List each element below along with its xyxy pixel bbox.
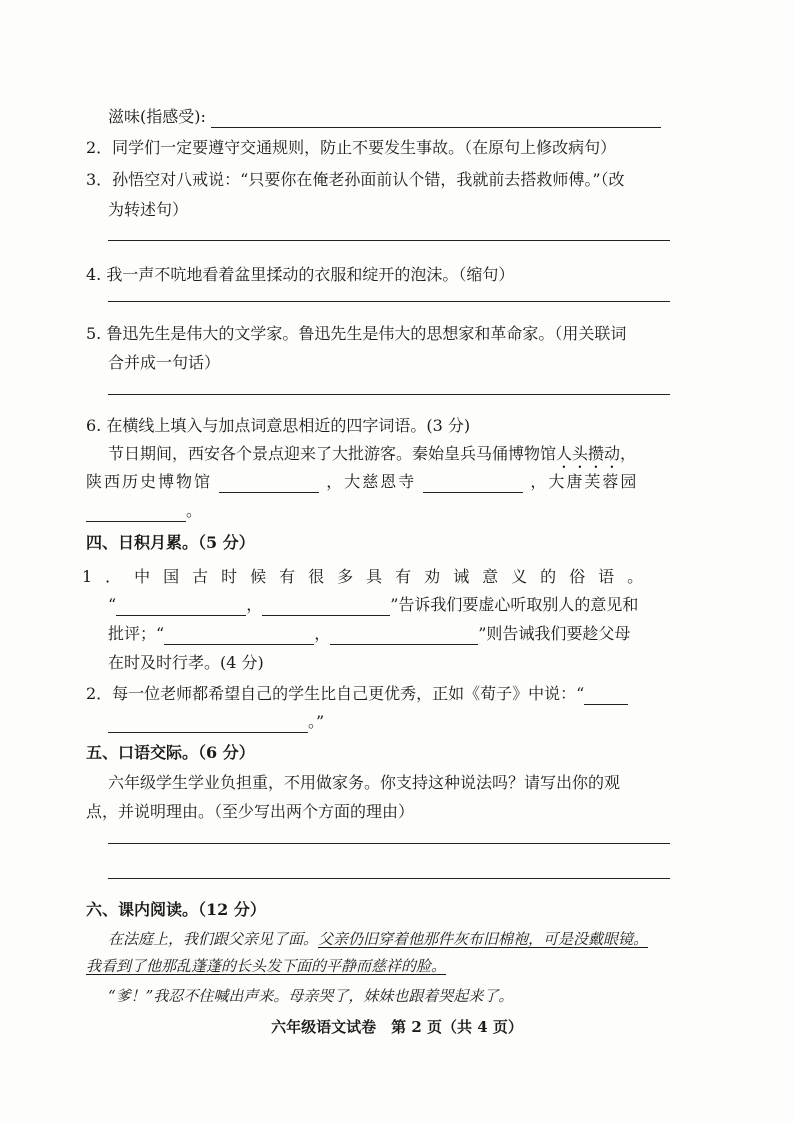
question-2: 2．同学们一定要遵守交通规则，防止不要发生事故。（在原句上修改病句） (86, 138, 617, 157)
q6-text: ，大慈恩寺 (326, 472, 417, 491)
s4-text: 。” (308, 712, 325, 731)
s6-passage-line-2 (86, 955, 676, 977)
s4-q1-line-4: 在时及时行孝。(4 分) (108, 653, 264, 672)
answer-line[interactable] (108, 878, 670, 879)
s4-text: ”则告诫我们要趁父母 (478, 624, 631, 643)
s4-text: ， (246, 595, 263, 614)
answer-blank[interactable] (108, 716, 308, 733)
s4-q1-line-1: 1．中国古时候有很多具有劝诫意义的俗语。 (82, 567, 657, 586)
question-5-line-2: 合并成一句话） (108, 353, 221, 372)
top-line (108, 106, 676, 128)
question-3-line-2: 为转述句） (108, 200, 189, 219)
s4-q2-line-2 (108, 711, 676, 733)
question-6-line-3 (86, 500, 676, 522)
question-4: 4. 我一声不吭地看着盆里揉动的衣服和绽开的泡沫。（缩句） (86, 265, 515, 284)
s6-passage-line-3: “爹！”我忍不住喊出声来。母亲哭了，妹妹也跟着哭起来了。 (108, 987, 514, 1005)
underlined-sentence: 我看到了他那乱蓬蓬的长头发下面的平静而慈祥的脸。 (86, 957, 447, 975)
answer-blank[interactable] (262, 599, 390, 616)
question-6-line-2 (86, 471, 676, 493)
answer-blank[interactable] (164, 628, 314, 645)
s4-q2-line-1 (86, 683, 676, 705)
answer-line[interactable] (108, 843, 670, 844)
answer-blank[interactable] (219, 476, 319, 493)
answer-blank[interactable] (86, 505, 186, 522)
dotted-word: 人头攒动 (556, 444, 621, 463)
section-6-title: 六、课内阅读。（12 分） (86, 900, 266, 919)
s4-q1-line-3 (108, 623, 676, 645)
page-footer: 六年级语文试卷 第 2 页（共 4 页） (271, 1018, 523, 1036)
s5-line-2: 点，并说明理由。（至少写出两个方面的理由） (86, 802, 415, 821)
s5-line-1: 六年级学生学业负担重，不用做家务。你支持这种说法吗？请写出你的观 (108, 773, 621, 792)
answer-line[interactable] (108, 240, 670, 241)
answer-blank[interactable] (423, 476, 523, 493)
underlined-sentence: 父亲仍旧穿着他那件灰布旧棉袍，可是没戴眼镜。 (318, 930, 649, 948)
question-5-line-1: 5. 鲁迅先生是伟大的文学家。鲁迅先生是伟大的思想家和革命家。（用关联词 (86, 324, 627, 343)
s4-text: ”告诉我们要虚心听取别人的意见和 (390, 595, 639, 614)
answer-line[interactable] (108, 301, 670, 302)
s4-text: “ (108, 595, 117, 614)
q6-text: ，大唐芙蓉园 (530, 472, 639, 491)
q6-text: 陕西历史博物馆 (86, 472, 213, 491)
answer-blank[interactable] (330, 628, 478, 645)
top-label: 滋味(指感受): (108, 107, 206, 126)
s6-passage-line-1 (108, 928, 676, 950)
s4-text: 批评；“ (108, 624, 165, 643)
question-6-line-1 (108, 443, 676, 472)
section-4-title: 四、日积月累。（5 分） (86, 533, 255, 552)
q6-text: 节日期间，西安各个景点迎来了大批游客。秦始皇兵马俑博物馆 (108, 444, 557, 463)
answer-blank[interactable] (211, 111, 661, 128)
passage-text: 在法庭上，我们跟父亲见了面。 (108, 930, 319, 948)
answer-line[interactable] (108, 394, 670, 395)
question-6-title: 6. 在横线上填入与加点词意思相近的四字词语。(3 分) (86, 416, 471, 435)
q6-text: ， (620, 444, 637, 463)
answer-blank[interactable] (584, 688, 628, 705)
section-5-title: 五、口语交际。（6 分） (86, 743, 255, 762)
question-3-line-1: 3．孙悟空对八戒说：“只要你在俺老孙面前认个错，我就前去搭救师傅。”（改 (86, 170, 625, 189)
answer-blank[interactable] (116, 599, 246, 616)
s4-text: 2．每一位老师都希望自己的学生比自己更优秀，正如《荀子》中说：“ (86, 684, 585, 703)
q6-text: 。 (186, 501, 203, 520)
s4-q1-line-2 (108, 594, 676, 616)
s4-text: ， (314, 624, 331, 643)
